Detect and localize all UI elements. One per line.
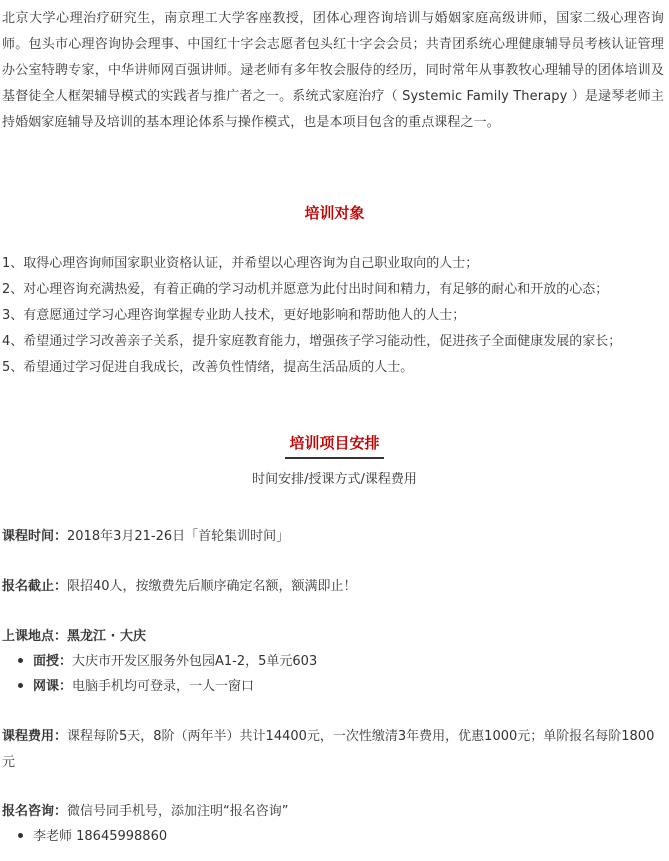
bullet-icon [18,833,23,838]
deadline-row [2,574,664,600]
course-time-row [2,524,664,550]
target-list [2,251,664,381]
deadline-label: 报名截止： [2,579,68,594]
online-value: 电脑手机均可登录，一人一窗口 [72,679,255,694]
bullet-icon [18,683,23,688]
contact-item [18,824,167,850]
arrangement-heading-wrap [0,432,669,459]
onsite-value: 大庆市开发区服务外包园A1-2，5单元603 [72,654,318,669]
consult-value: 微信号同手机号，添加注明“报名咨询” [67,804,289,819]
consult-label: 报名咨询： [2,804,68,819]
online-label: 网课： [33,679,73,694]
list-item: 4、希望通过学习改善亲子关系，提升家庭教育能力，增强孩子学习能动性，促进孩子全面健康发展的家长； [2,334,622,349]
fee-value: 课程每阶5天，8阶（两年半）共计14400元，一次性缴清3年费用，优惠1000元；单阶报名每阶1800元 [2,729,655,770]
online-item [18,674,254,700]
target-heading: 培训对象 [304,204,365,222]
location-row [2,624,664,650]
bullet-icon [18,658,23,663]
arrangement-heading: 培训项目安排 [285,432,383,459]
location-label: 上课地点：黑龙江 · 大庆 [2,629,146,644]
intro-paragraph: 北京大学心理治疗研究生，南京理工大学客座教授，团体心理咨询培训与婚姻家庭高级讲师，国家二级心理咨询师。包头市心理咨询协会理事、中国红十字会志愿者包头红十字会会员；共青团系统心理健康辅导员考核认证管理办公室特聘专家，中华讲师网百强讲师。逯老师有多年牧会服侍的经历，同时常年从事教牧心理辅导的团体培训及基督徒全人框架辅导模式的实践者与推广者之一。系统式家庭治疗（ Systemic Family Therapy ）是逯琴老师主持婚姻家庭辅导及培训的基本理论体系与操作模式，也是本项目包含的重点课程之一。 [2,11,664,130]
onsite-label: 面授： [33,654,73,669]
course-time-label: 课程时间： [2,529,68,544]
list-item: 2、对心理咨询充满热爱，有着正确的学习动机并愿意为此付出时间和精力，有足够的耐心和开放的心态； [2,282,609,297]
list-item: 5、希望通过学习促进自我成长，改善负性情绪，提高生活品质的人士。 [2,360,414,375]
arrangement-subtitle: 时间安排/授课方式/课程费用 [252,472,417,487]
fee-row [2,724,664,776]
deadline-value: 限招40人，按缴费先后顺序确定名额，额满即止！ [67,579,357,594]
contact-value: 李老师 18645998860 [33,829,168,844]
onsite-item [18,649,317,675]
list-item: 1、取得心理咨询师国家职业资格认证，并希望以心理咨询为自己职业取向的人士； [2,256,479,271]
list-item: 3、有意愿通过学习心理咨询掌握专业助人技术，更好地影响和帮助他人的人士； [2,308,466,323]
fee-label: 课程费用： [2,729,68,744]
course-time-value: 2018年3月21-26日「首轮集训时间」 [67,529,290,544]
consult-row [2,799,664,825]
